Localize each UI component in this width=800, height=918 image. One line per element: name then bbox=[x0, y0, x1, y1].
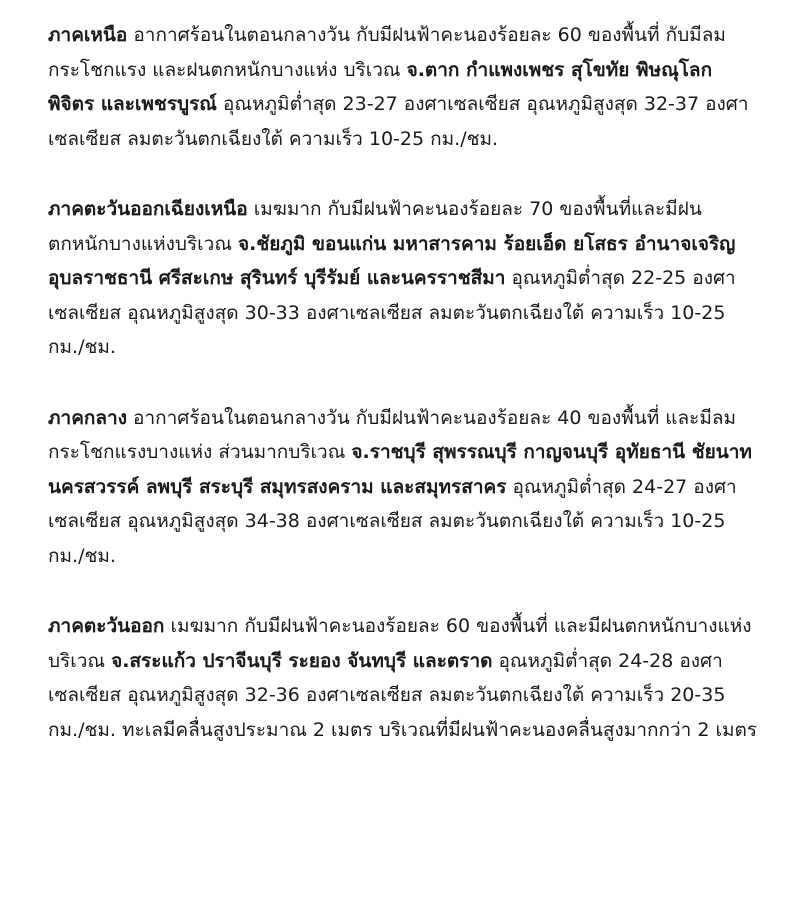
forecast-text: เมฆมาก กับมีฝนฟ้าคะนองร้อยละ 60 ของพื้นที่ และมีฝนตกหนักบางแห่ง บริเวณ bbox=[48, 615, 752, 672]
forecast-paragraph-east bbox=[48, 609, 758, 747]
forecast-text: อุณหภูมิต่ำสุด 24-27 องศาเซลเซียส อุณหภูมิสูงสุด 34-38 องศาเซลเซียส ลมตะวันตกเฉียงใต้ ความเร็ว 10-25 กม./ชม. bbox=[48, 475, 737, 567]
forecast-text: อุณหภูมิต่ำสุด 23-27 องศาเซลเซียส อุณหภูมิสูงสุด 32-37 องศาเซลเซียส ลมตะวันตกเฉียงใต้ ความเร็ว 10-25 กม./ชม. bbox=[48, 93, 749, 150]
region-name: ภาคเหนือ bbox=[48, 24, 128, 46]
forecast-paragraph-northeast bbox=[48, 192, 758, 365]
forecast-text: เมฆมาก กับมีฝนฟ้าคะนองร้อยละ 70 ของพื้นที่และมีฝนตกหนักบางแห่งบริเวณ bbox=[48, 198, 702, 255]
forecast-text: อากาศร้อนในตอนกลางวัน กับมีฝนฟ้าคะนองร้อยละ 40 ของพื้นที่ และมีลมกระโชกแรงบางแห่ง ส่วนมากบริเวณ bbox=[48, 406, 737, 463]
region-name: ภาคตะวันออก bbox=[48, 615, 165, 637]
weather-forecast-article bbox=[48, 18, 758, 747]
forecast-paragraph-central bbox=[48, 401, 758, 574]
region-name: ภาคตะวันออกเฉียงเหนือ bbox=[48, 198, 248, 220]
province-list: จ.ชัยภูมิ ขอนแก่น มหาสารคาม ร้อยเอ็ด ยโสธร อำนาจเจริญ อุบลราชธานี ศรีสะเกษ สุรินทร์ บุรีรัมย์ และนครราชสีมา bbox=[48, 232, 736, 289]
forecast-text: อุณหภูมิต่ำสุด 24-28 องศาเซลเซียส อุณหภูมิสูงสุด 32-36 องศาเซลเซียส ลมตะวันตกเฉียงใต้ ความเร็ว 20-35 กม./ชม. ทะเลมีคลื่นสูงประมาณ 2 เมตร บริเวณที่มีฝนฟ้าคะนองคลื่นสูงมากกว่า 2 เมตร bbox=[48, 649, 758, 741]
province-list: จ.ราชบุรี สุพรรณบุรี กาญจนบุรี อุทัยธานี ชัยนาท นครสวรรค์ ลพบุรี สระบุรี สมุทรสงคราม และสมุทรสาคร bbox=[48, 441, 752, 498]
province-list: จ.ตาก กำแพงเพชร สุโขทัย พิษณุโลก พิจิตร และเพชรบูรณ์ bbox=[48, 58, 713, 115]
forecast-paragraph-north bbox=[48, 18, 758, 156]
forecast-text: อุณหภูมิต่ำสุด 22-25 องศาเซลเซียส อุณหภูมิสูงสุด 30-33 องศาเซลเซียส ลมตะวันตกเฉียงใต้ ความเร็ว 10-25 กม./ชม. bbox=[48, 267, 736, 358]
province-list: จ.สระแก้ว ปราจีนบุรี ระยอง จันทบุรี และตราด bbox=[111, 649, 493, 672]
forecast-text: อากาศร้อนในตอนกลางวัน กับมีฝนฟ้าคะนองร้อยละ 60 ของพื้นที่ กับมีลมกระโชกแรง และฝนตกหนักบางแห่ง บริเวณ bbox=[48, 24, 726, 81]
region-name: ภาคกลาง bbox=[48, 406, 127, 429]
